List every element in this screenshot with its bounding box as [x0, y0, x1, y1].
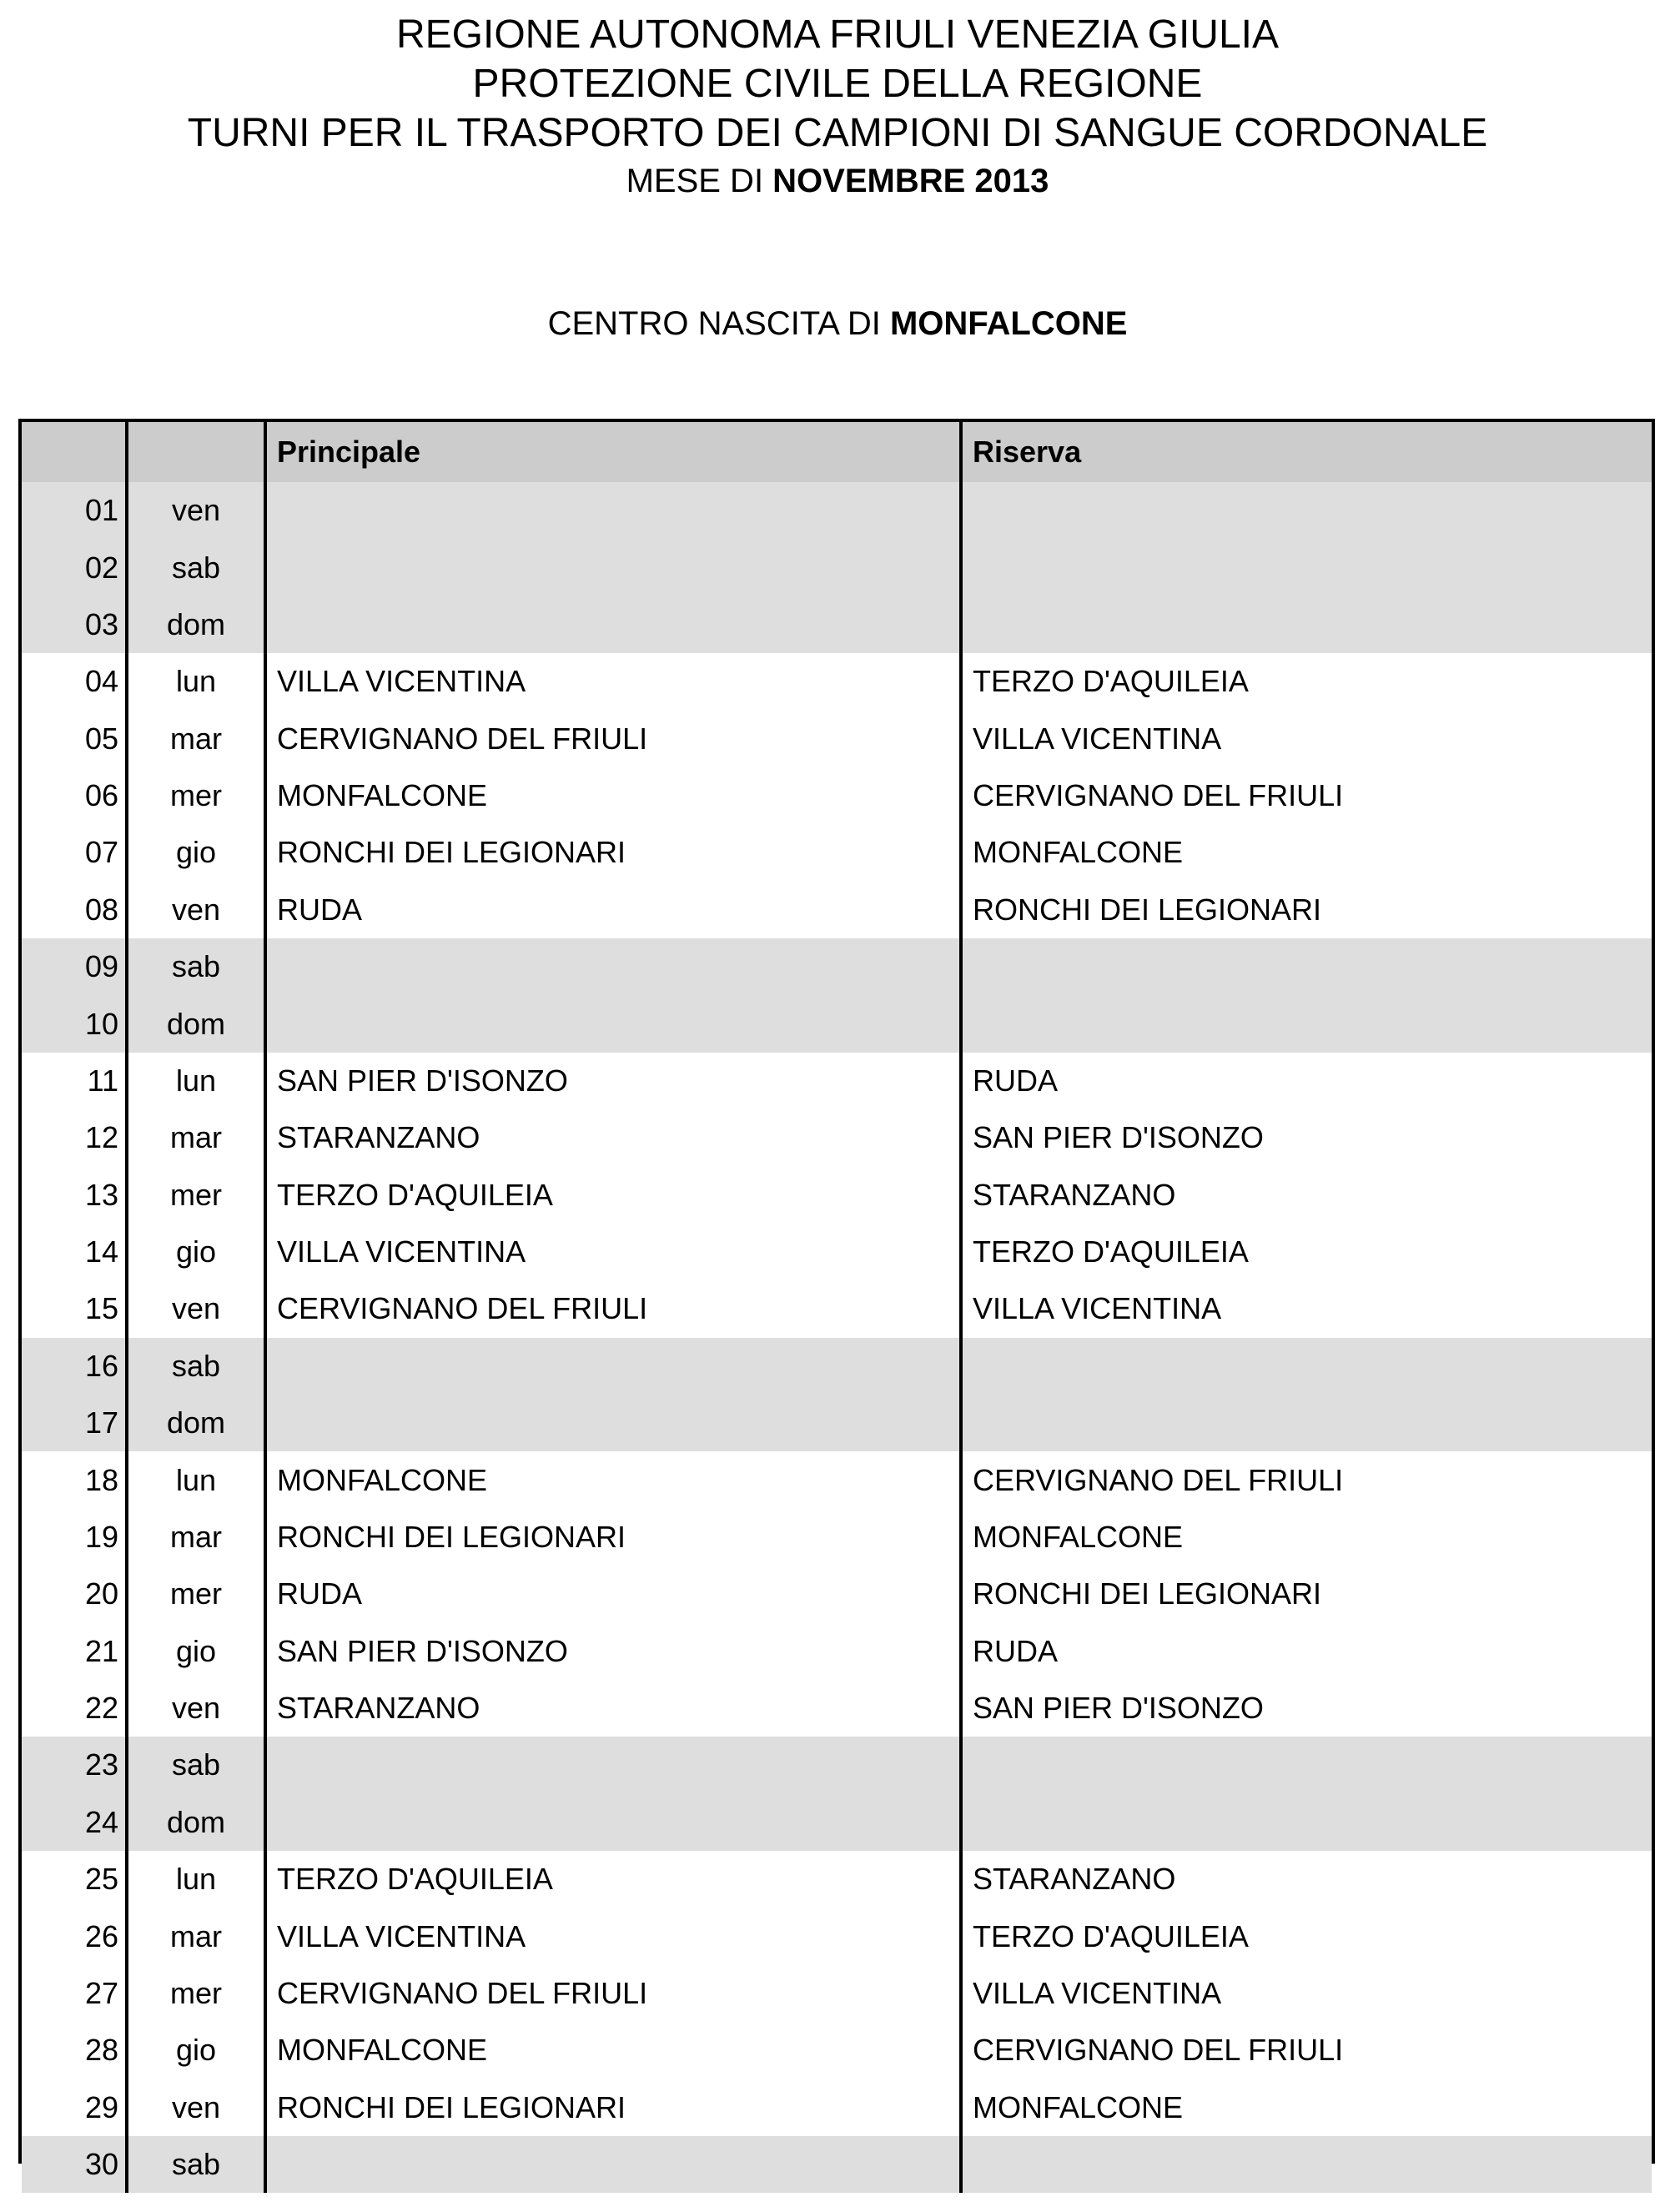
day-number-cell: 09 — [22, 938, 127, 995]
day-number-cell: 10 — [22, 995, 127, 1052]
principale-cell — [265, 1794, 961, 1851]
riserva-cell: CERVIGNANO DEL FRIULI — [961, 1451, 1652, 1508]
principale-cell: CERVIGNANO DEL FRIULI — [265, 1965, 961, 2022]
principale-cell — [265, 2136, 961, 2193]
principale-cell: SAN PIER D'ISONZO — [265, 1053, 961, 1109]
table-row — [22, 1451, 1652, 1508]
day-number-cell: 27 — [84, 1975, 118, 2010]
header-department: PROTEZIONE CIVILE DELLA REGIONE — [472, 62, 1203, 106]
riserva-cell — [961, 995, 1652, 1052]
riserva-cell: STARANZANO — [961, 1167, 1652, 1224]
table-row — [22, 1851, 1652, 1908]
day-number-cell: 20 — [84, 1576, 118, 1611]
weekday-cell: dom — [127, 995, 265, 1052]
principale-cell: TERZO D'AQUILEIA — [265, 1851, 961, 1908]
weekday-cell: lun — [127, 653, 265, 710]
weekday-cell: mer — [127, 1167, 265, 1224]
riserva-cell: MONFALCONE — [961, 2079, 1652, 2136]
table-row — [22, 767, 1652, 824]
column-header-principale: Principale — [265, 422, 961, 482]
table-row — [22, 1280, 1652, 1337]
schedule-table — [18, 419, 1655, 2182]
column-header-number — [22, 422, 127, 482]
principale-cell — [265, 1395, 961, 1451]
day-number-cell: 04 — [84, 664, 118, 699]
riserva-cell — [961, 2136, 1652, 2193]
principale-cell: VILLA VICENTINA — [265, 1908, 961, 1964]
principale-cell: MONFALCONE — [265, 767, 961, 824]
table-row — [22, 1224, 1652, 1280]
principale-cell: RONCHI DEI LEGIONARI — [265, 2079, 961, 2136]
principale-cell: SAN PIER D'ISONZO — [265, 1623, 961, 1680]
table-row — [22, 1338, 1652, 1395]
table-row — [22, 1566, 1652, 1622]
weekday-cell: mer — [127, 1566, 265, 1622]
riserva-cell: RONCHI DEI LEGIONARI — [961, 882, 1652, 938]
weekday-cell: gio — [127, 1623, 265, 1680]
table-row — [22, 482, 1652, 539]
month-prefix: MESE DI — [626, 163, 773, 199]
principale-cell — [265, 539, 961, 596]
day-number-cell: 25 — [84, 1862, 118, 1897]
principale-cell — [265, 596, 961, 653]
riserva-cell: CERVIGNANO DEL FRIULI — [961, 2022, 1652, 2079]
table-row — [22, 1908, 1652, 1964]
principale-cell: CERVIGNANO DEL FRIULI — [265, 1280, 961, 1337]
weekday-cell: sab — [127, 1737, 265, 1793]
weekday-cell: dom — [127, 1794, 265, 1851]
weekday-cell: gio — [127, 2022, 265, 2079]
day-number-cell: 14 — [84, 1234, 118, 1269]
table-row — [22, 1053, 1652, 1109]
table-row — [22, 2136, 1652, 2193]
weekday-cell: ven — [127, 882, 265, 938]
principale-cell: RUDA — [265, 882, 961, 938]
riserva-cell: SAN PIER D'ISONZO — [961, 1109, 1652, 1166]
riserva-cell — [961, 1737, 1652, 1793]
table-row — [22, 711, 1652, 767]
principale-cell — [265, 482, 961, 539]
weekday-cell: mar — [127, 711, 265, 767]
header-month — [0, 159, 1675, 203]
day-number-cell: 17 — [22, 1395, 127, 1451]
riserva-cell: SAN PIER D'ISONZO — [961, 1680, 1652, 1737]
weekday-cell: gio — [127, 824, 265, 881]
riserva-cell — [961, 596, 1652, 653]
center-title — [0, 302, 1675, 345]
day-number-cell: 07 — [84, 835, 118, 870]
riserva-cell — [961, 1338, 1652, 1395]
day-number-cell: 11 — [87, 1063, 118, 1098]
riserva-cell: TERZO D'AQUILEIA — [961, 653, 1652, 710]
center-name: MONFALCONE — [889, 305, 1128, 342]
principale-cell: MONFALCONE — [265, 2022, 961, 2079]
principale-cell: MONFALCONE — [265, 1451, 961, 1508]
principale-cell: RUDA — [265, 1566, 961, 1622]
riserva-cell — [961, 1395, 1652, 1451]
principale-cell: VILLA VICENTINA — [265, 653, 961, 710]
weekday-cell: mar — [127, 1509, 265, 1566]
table-row — [22, 995, 1652, 1052]
weekday-cell: ven — [127, 482, 265, 539]
day-number-cell: 15 — [84, 1291, 118, 1326]
weekday-cell: mar — [127, 1109, 265, 1166]
principale-cell — [265, 1737, 961, 1793]
weekday-cell: mar — [127, 1908, 265, 1964]
day-number-cell: 03 — [22, 596, 127, 653]
weekday-cell: gio — [127, 1224, 265, 1280]
table-row — [22, 539, 1652, 596]
column-header-riserva: Riserva — [961, 422, 1652, 482]
weekday-cell: ven — [127, 1680, 265, 1737]
day-number-cell: 30 — [22, 2136, 127, 2193]
table-row — [22, 1509, 1652, 1566]
principale-cell — [265, 1338, 961, 1395]
weekday-cell: ven — [127, 2079, 265, 2136]
weekday-cell: sab — [127, 938, 265, 995]
weekday-cell: lun — [127, 1053, 265, 1109]
principale-cell: CERVIGNANO DEL FRIULI — [265, 711, 961, 767]
day-number-cell: 19 — [84, 1519, 118, 1554]
principale-cell — [265, 938, 961, 995]
table-row — [22, 824, 1652, 881]
weekday-cell: lun — [127, 1851, 265, 1908]
header-title: TURNI PER IL TRASPORTO DEI CAMPIONI DI SANGUE CORDONALE — [187, 111, 1488, 155]
riserva-cell: VILLA VICENTINA — [961, 1965, 1652, 2022]
column-header-day — [127, 422, 265, 482]
principale-cell: TERZO D'AQUILEIA — [265, 1167, 961, 1224]
riserva-cell — [961, 938, 1652, 995]
principale-cell — [265, 995, 961, 1052]
table-row — [22, 882, 1652, 938]
riserva-cell: TERZO D'AQUILEIA — [961, 1224, 1652, 1280]
weekday-cell: dom — [127, 1395, 265, 1451]
table-row — [22, 653, 1652, 710]
riserva-cell: VILLA VICENTINA — [961, 711, 1652, 767]
day-number-cell: 29 — [84, 2089, 118, 2124]
riserva-cell: TERZO D'AQUILEIA — [961, 1908, 1652, 1964]
weekday-cell: ven — [127, 1280, 265, 1337]
weekday-cell: mer — [127, 767, 265, 824]
day-number-cell: 02 — [22, 539, 127, 596]
day-number-cell: 16 — [22, 1338, 127, 1395]
riserva-cell: VILLA VICENTINA — [961, 1280, 1652, 1337]
weekday-cell: sab — [127, 2136, 265, 2193]
principale-cell: STARANZANO — [265, 1109, 961, 1166]
day-number-cell: 21 — [84, 1633, 118, 1668]
weekday-cell: lun — [127, 1451, 265, 1508]
day-number-cell: 08 — [84, 892, 118, 927]
day-number-cell: 01 — [22, 482, 127, 539]
day-number-cell: 06 — [84, 778, 118, 813]
table-row — [22, 2079, 1652, 2136]
day-number-cell: 26 — [84, 1918, 118, 1953]
day-number-cell: 22 — [84, 1691, 118, 1726]
table-row — [22, 938, 1652, 995]
riserva-cell: CERVIGNANO DEL FRIULI — [961, 767, 1652, 824]
table-header-row — [22, 422, 1652, 482]
table-row — [22, 2022, 1652, 2079]
table-row — [22, 1623, 1652, 1680]
riserva-cell — [961, 1794, 1652, 1851]
table-row — [22, 1167, 1652, 1224]
table-row — [22, 596, 1652, 653]
schedule-grid — [22, 422, 1652, 2193]
table-row — [22, 1680, 1652, 1737]
riserva-cell: STARANZANO — [961, 1851, 1652, 1908]
riserva-cell: RUDA — [961, 1623, 1652, 1680]
table-row — [22, 1395, 1652, 1451]
table-row — [22, 1965, 1652, 2022]
day-number-cell: 13 — [84, 1177, 118, 1212]
document-header — [0, 10, 1675, 203]
weekday-cell: sab — [127, 1338, 265, 1395]
day-number-cell: 23 — [22, 1737, 127, 1793]
riserva-cell: RONCHI DEI LEGIONARI — [961, 1566, 1652, 1622]
weekday-cell: sab — [127, 539, 265, 596]
header-region: REGIONE AUTONOMA FRIULI VENEZIA GIULIA — [395, 13, 1279, 57]
weekday-cell: dom — [127, 596, 265, 653]
month-value: NOVEMBRE 2013 — [772, 163, 1049, 199]
weekday-cell: mer — [127, 1965, 265, 2022]
principale-cell: STARANZANO — [265, 1680, 961, 1737]
riserva-cell: MONFALCONE — [961, 1509, 1652, 1566]
day-number-cell: 24 — [22, 1794, 127, 1851]
riserva-cell: RUDA — [961, 1053, 1652, 1109]
day-number-cell: 18 — [84, 1462, 118, 1497]
day-number-cell: 28 — [84, 2033, 118, 2068]
day-number-cell: 12 — [84, 1120, 118, 1155]
riserva-cell — [961, 539, 1652, 596]
table-row — [22, 1737, 1652, 1793]
center-prefix: CENTRO NASCITA DI — [547, 305, 890, 342]
table-row — [22, 1794, 1652, 1851]
table-row — [22, 1109, 1652, 1166]
principale-cell: RONCHI DEI LEGIONARI — [265, 824, 961, 881]
riserva-cell — [961, 482, 1652, 539]
principale-cell: RONCHI DEI LEGIONARI — [265, 1509, 961, 1566]
riserva-cell: MONFALCONE — [961, 824, 1652, 881]
principale-cell: VILLA VICENTINA — [265, 1224, 961, 1280]
day-number-cell: 05 — [84, 721, 118, 756]
